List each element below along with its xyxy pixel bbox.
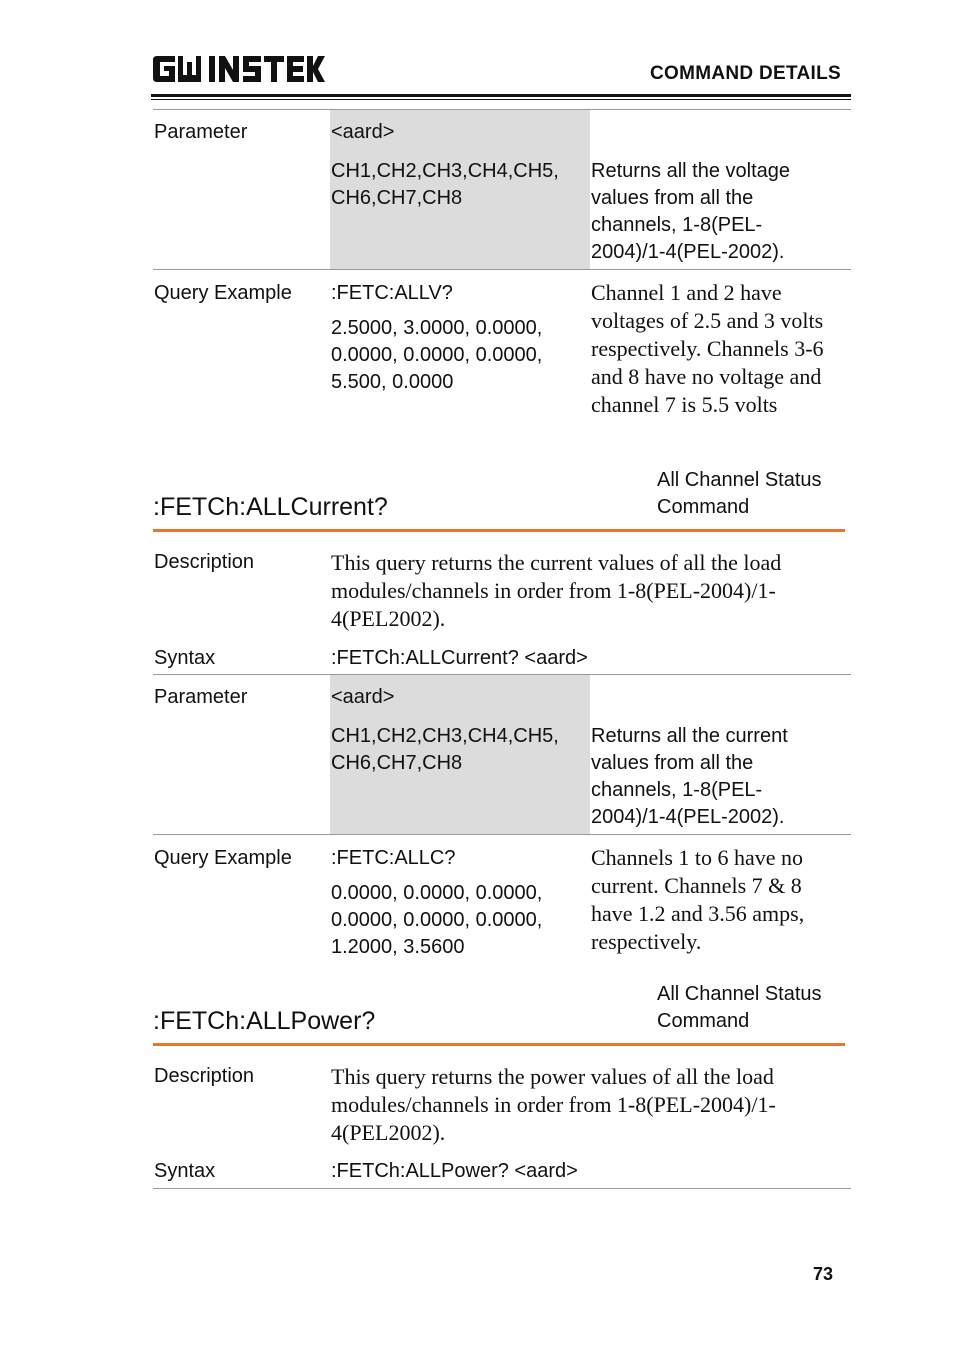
query-result: 2.5000, 3.0000, 0.0000, 0.0000, 0.0000, 0.0000, 5.500, 0.0000 <box>331 317 543 393</box>
page-number: 73 <box>813 1264 834 1284</box>
section-divider <box>153 1043 845 1046</box>
row-label-query-example: Query Example <box>154 282 292 304</box>
param-name: <aard> <box>331 121 395 143</box>
section-label: COMMAND DETAILS <box>650 63 841 84</box>
command-category: All Channel Status Command <box>657 983 822 1032</box>
param-description: Returns all the current values from all the channels, 1-8(PEL-2004)/1-4(PEL-2002). <box>591 725 788 828</box>
row-label-description: Description <box>154 551 255 573</box>
section-divider <box>153 529 845 532</box>
command-description: This query returns the current values of all the load modules/channels in order from 1-8(PEL-2004)/1-4(PEL2002). <box>331 550 782 631</box>
query-result: 0.0000, 0.0000, 0.0000, 0.0000, 0.0000, 0.0000, 1.2000, 3.5600 <box>331 882 543 958</box>
table-rule <box>153 269 851 270</box>
row-label-description: Description <box>154 1065 255 1087</box>
gw-instek-logo-mark <box>153 56 325 84</box>
param-values: CH1,CH2,CH3,CH4,CH5, CH6,CH7,CH8 <box>331 725 559 774</box>
row-label-query-example: Query Example <box>154 847 292 869</box>
row-label-syntax: Syntax <box>154 647 216 669</box>
command-syntax: :FETCh:ALLCurrent? <aard> <box>331 647 588 669</box>
query-command: :FETC:ALLC? <box>331 847 456 869</box>
table-rule <box>153 834 851 835</box>
command-description: This query returns the power values of all the load modules/channels in order from 1-8(PEL-2004)/1-4(PEL2002). <box>331 1064 776 1145</box>
gw-instek-logo <box>153 56 325 84</box>
row-label-parameter: Parameter <box>154 121 248 143</box>
command-title-allpower: :FETCh:ALLPower? <box>153 1007 376 1035</box>
param-description: Returns all the voltage values from all the channels, 1-8(PEL-2004)/1-4(PEL-2002). <box>591 160 791 263</box>
query-description: Channel 1 and 2 have voltages of 2.5 and 3 volts respectively. Channels 3-6 and 8 have no voltage and channel 7 is 5.5 volts <box>591 280 824 417</box>
header-rule-thin <box>151 99 851 100</box>
table-rule <box>153 1188 851 1189</box>
command-title-allcurrent: :FETCh:ALLCurrent? <box>153 493 388 521</box>
header-rule-thick <box>151 94 851 97</box>
query-command: :FETC:ALLV? <box>331 282 453 304</box>
param-values: CH1,CH2,CH3,CH4,CH5, CH6,CH7,CH8 <box>331 160 559 209</box>
command-syntax: :FETCh:ALLPower? <aard> <box>331 1160 578 1182</box>
row-label-syntax: Syntax <box>154 1160 216 1182</box>
param-name: <aard> <box>331 686 395 708</box>
command-category: All Channel Status Command <box>657 469 822 518</box>
row-label-parameter: Parameter <box>154 686 248 708</box>
query-description: Channels 1 to 6 have no current. Channels 7 & 8 have 1.2 and 3.56 amps, respectively. <box>591 845 805 954</box>
